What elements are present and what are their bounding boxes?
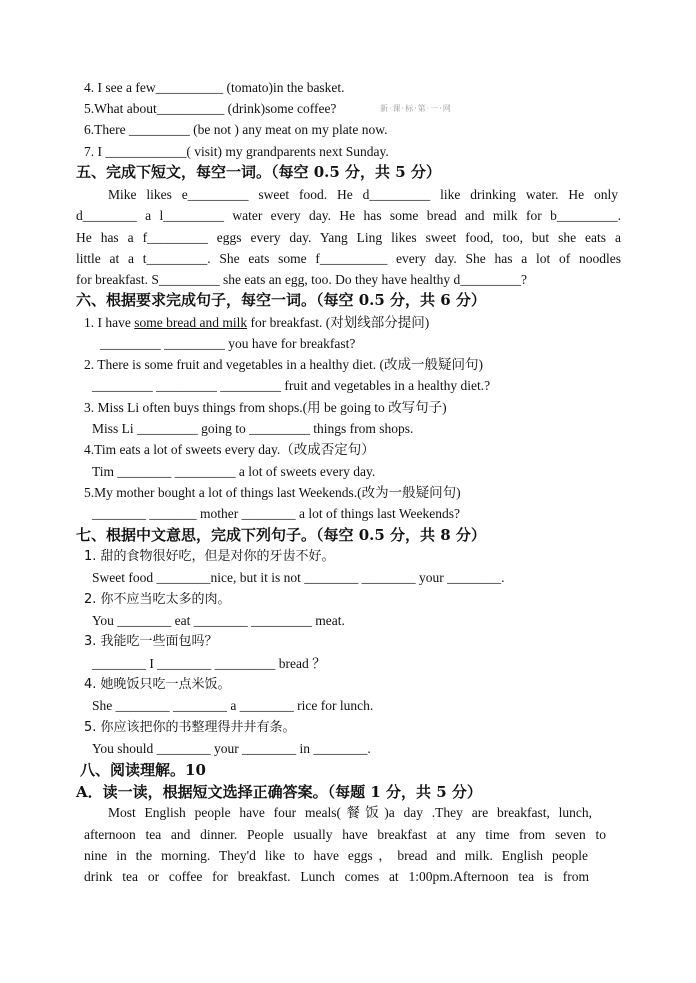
- watermark: 新·课·标·第·一·网: [380, 104, 452, 113]
- cloze-line-4: little at a t_________. She eats some f__________ every day. She has a lot of noodles: [76, 251, 621, 266]
- cloze-line-2: d________ a l_________ water every day. He has some bread and milk for b_________.: [76, 208, 621, 223]
- translation-answer-5: You should ________ your ________ in ________.: [92, 741, 371, 756]
- passage-line-2: afternoon tea and dinner. People usually have breakfast at any time from seven to: [84, 827, 606, 842]
- passage-line-4: drink tea or coffee for breakfast. Lunch comes at 1:00pm.Afternoon tea is from: [84, 869, 589, 884]
- rewrite-question-2: 2. There is some fruit and vegetables in a healthy diet. (改成一般疑问句): [84, 357, 484, 372]
- rewrite-question-4: 4.Tim eats a lot of sweets every day.（改成否定句）: [84, 442, 375, 457]
- translation-prompt-2: 2. 你不应当吃太多的肉。: [84, 592, 231, 607]
- rewrite-question-3: 3. Miss Li often buys things from shops.(用 be going to 改写句子): [84, 400, 447, 415]
- section-7-heading: 七、根据中文意思，完成下列句子。（每空 0.5 分，共 8 分）: [76, 526, 486, 544]
- rewrite-answer-1: _________ _________ you have for breakfast?: [100, 336, 356, 351]
- translation-answer-2: You ________ eat ________ _________ meat.: [92, 613, 345, 628]
- cloze-line-5: for breakfast. S_________ she eats an egg, too. Do they have healthy d_________?: [76, 272, 528, 287]
- q1-prefix: 1. I have: [84, 315, 135, 330]
- reading-subheading: A．读一读，根据短文选择正确答案。（每题 1 分，共 5 分）: [76, 783, 482, 801]
- q1-underlined-phrase: some bread and milk: [134, 315, 248, 330]
- cloze-line-3: He has a f_________ eggs every day. Yang Ling likes sweet food, too, but she eats a: [76, 230, 621, 245]
- exercise-item-6: 6.There _________ (be not ) any meat on my plate now.: [84, 122, 388, 137]
- section-5-heading: 五、完成下短文，每空一词。（每空 0.5 分，共 5 分）: [76, 163, 441, 181]
- translation-answer-3: ________ I ________ _________ bread ？: [92, 656, 326, 671]
- rewrite-answer-5: ________ _______ mother ________ a lot of things last Weekends?: [92, 506, 460, 521]
- rewrite-question-5: 5.My mother bought a lot of things last Weekends.(改为一般疑问句): [84, 485, 461, 500]
- rewrite-answer-3: Miss Li _________ going to _________ things from shops.: [92, 421, 414, 436]
- translation-prompt-4: 4. 她晚饭只吃一点米饭。: [84, 677, 231, 692]
- exercise-item-7: 7. I ____________( visit) my grandparents next Sunday.: [84, 144, 389, 159]
- translation-prompt-5: 5. 你应该把你的书整理得井井有条。: [84, 720, 296, 735]
- rewrite-answer-4: Tim ________ _________ a lot of sweets every day.: [92, 464, 376, 479]
- passage-line-3: nine in the morning. They'd like to have eggs，bread and milk. English people: [84, 848, 588, 863]
- exercise-item-5: 5.What about__________ (drink)some coffee?: [84, 101, 337, 116]
- cloze-line-1: Mike likes e_________ sweet food. He d_________ like drinking water. He only: [108, 187, 618, 202]
- rewrite-answer-2: _________ _________ _________ fruit and vegetables in a healthy diet.?: [92, 378, 491, 393]
- translation-answer-4: She ________ ________ a ________ rice for lunch.: [92, 698, 374, 713]
- q1-suffix: for breakfast. (对划线部分提问): [247, 315, 430, 330]
- section-8-heading: 八、阅读理解。10: [80, 761, 206, 779]
- translation-answer-1: Sweet food ________nice, but it is not ________ ________ your ________.: [92, 570, 505, 585]
- translation-prompt-1: 1. 甜的食物很好吃，但是对你的牙齿不好。: [84, 549, 335, 564]
- exercise-item-4: 4. I see a few__________ (tomato)in the basket.: [84, 80, 345, 95]
- translation-prompt-3: 3. 我能吃一些面包吗？: [84, 634, 218, 649]
- rewrite-question-1: [84, 314, 429, 332]
- section-6-heading: 六、根据要求完成句子，每空一词。（每空 0.5 分，共 6 分）: [76, 291, 486, 309]
- passage-line-1: Most English people have four meals(餐饭)a day .They are breakfast, lunch,: [108, 805, 592, 820]
